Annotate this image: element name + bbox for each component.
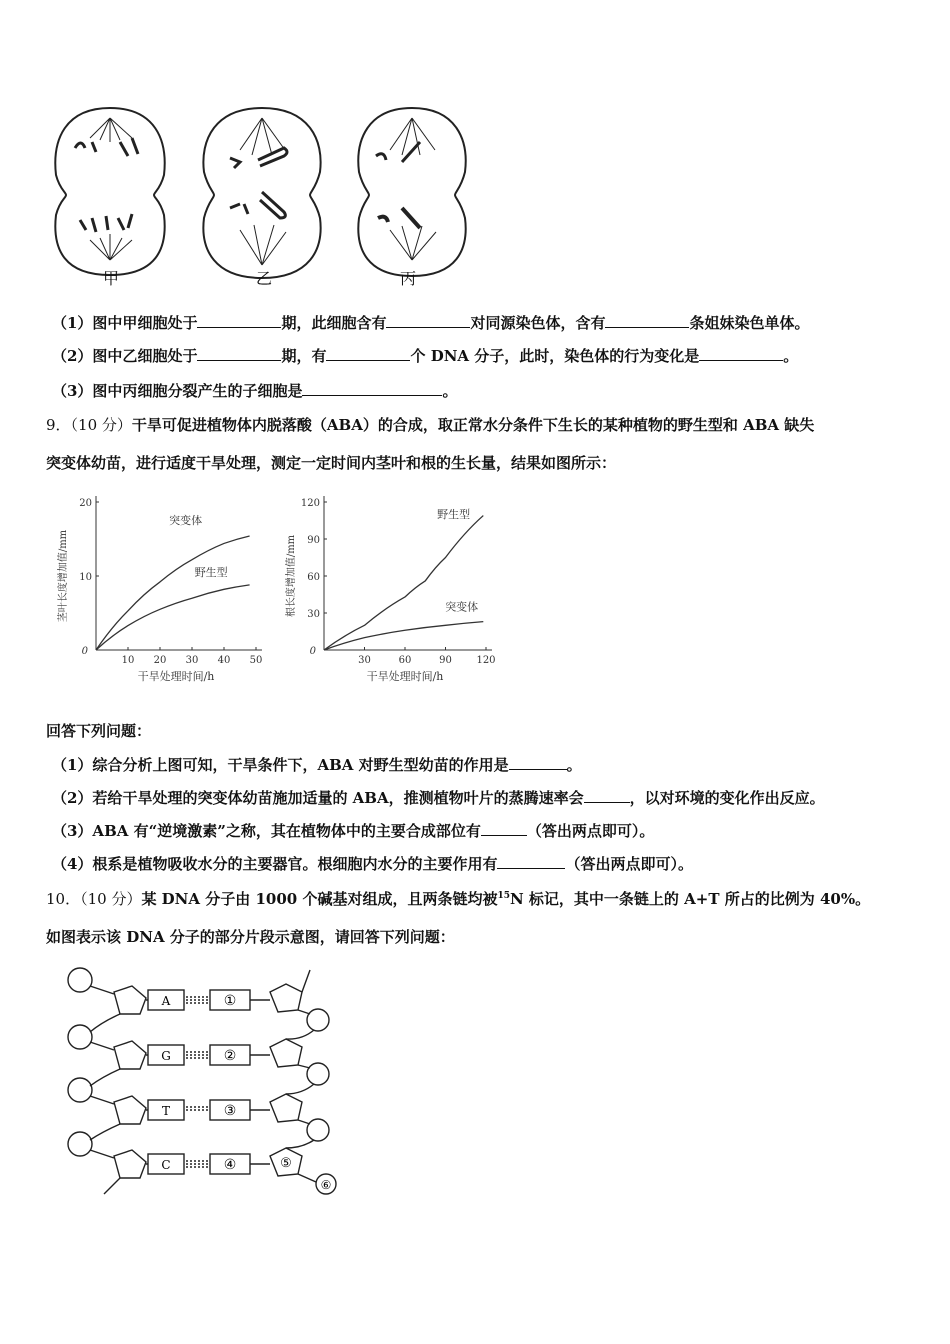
chart1-y-axis-label: 茎叶长度增加值/mm [58, 529, 69, 623]
q8-s1-blank2[interactable] [386, 313, 470, 328]
q10-stem-line2: 如图表示该 DNA 分子的部分片段示意图，请回答下列问题： [46, 928, 455, 946]
sugar-left-3 [114, 1096, 146, 1124]
stem-leaf-growth-chart [48, 488, 268, 688]
sugar-left-2 [114, 1041, 146, 1069]
phosphate-left-1 [68, 968, 92, 992]
base-left-2: G [161, 1049, 171, 1063]
cell-division-figure [40, 100, 480, 290]
root-growth-chart [280, 488, 500, 688]
q9-s4-blank[interactable] [497, 854, 565, 869]
q8-s2-blank1[interactable] [197, 346, 281, 361]
chart2-origin-label: 0 [309, 646, 316, 657]
q8-s2-blank2[interactable] [326, 346, 410, 361]
chart2-series-1-label: 野生型 [437, 508, 471, 522]
q9-sub1: （1）综合分析上图可知，干旱条件下，ABA 对野生型幼苗的作用是 。 [52, 756, 582, 774]
isotope-superscript: 15 [497, 891, 510, 901]
chart1-x-tick-label-0: 10 [121, 655, 135, 666]
q9-points: （10 分） [70, 416, 132, 434]
chart2-y-tick-label-2: 90 [307, 535, 320, 546]
q10-stem-line1: 10．（10 分）某 DNA 分子由 1000 个碱基对组成，且两条链均被$^{15}$N 标记，其中一条链上的 A+T 所占的比例为 40%。 [46, 890, 871, 908]
base-right-2: ② [223, 1048, 237, 1064]
q10-number: 10． [46, 890, 81, 908]
chart2-y-tick-label-0: 30 [307, 609, 320, 620]
chart1-series-2-line [96, 585, 250, 650]
sugar-right-1 [270, 984, 302, 1012]
sugar-right-2 [270, 1039, 302, 1067]
sugar-left-1 [114, 986, 146, 1014]
q8-s1-blank3[interactable] [605, 313, 689, 328]
base-left-1: A [161, 994, 171, 1008]
mark-5: ⑤ [280, 1156, 292, 1171]
chart1-x-tick-label-1: 20 [153, 655, 167, 666]
chart1-series-1-label: 突变体 [169, 514, 203, 528]
q9-s2-blank[interactable] [584, 788, 630, 803]
chart2-x-axis-label: 干旱处理时间/h [366, 670, 444, 683]
q10-points: （10 分） [80, 890, 142, 908]
chart2-x-tick-label-3: 120 [476, 655, 496, 666]
q8-sub1: （1）图中甲细胞处于 期，此细胞含有 对同源染色体，含有 条姐妹染色单体。 [52, 314, 810, 332]
q9-sub3: （3）ABA 有“逆境激素”之称，其在植物体中的主要合成部位有 （答出两点即可）。 [52, 822, 655, 840]
q9-number: 9． [46, 416, 71, 434]
chart2-y-tick-label-1: 60 [307, 572, 320, 583]
cell-bing [358, 108, 465, 276]
dna-fragment-diagram [52, 962, 352, 1202]
base-right-4: ④ [223, 1157, 237, 1173]
cell-label-jia: 甲 [103, 269, 120, 288]
chart1-series-1-line [96, 536, 250, 650]
q9-s3-blank[interactable] [481, 821, 527, 836]
chart1-x-tick-label-2: 30 [185, 655, 199, 666]
q8-s3-blank1[interactable] [302, 381, 442, 396]
chart2-y-axis-label: 根长度增加值/mm [286, 534, 297, 618]
q9-stem-line2: 突变体幼苗，进行适度干旱处理，测定一定时间内茎叶和根的生长量，结果如图所示： [46, 454, 617, 472]
chart1-x-tick-label-4: 50 [249, 655, 263, 666]
chart2-series-2-label: 突变体 [445, 600, 479, 614]
chart1-y-tick-label-0: 10 [79, 572, 92, 583]
chart1-y-tick-label-1: 20 [79, 498, 92, 509]
base-right-1: ① [223, 993, 237, 1009]
chart2-x-tick-label-0: 30 [358, 655, 371, 666]
hydrogen-bonds [186, 997, 210, 1167]
q8-s1-blank1[interactable] [197, 313, 281, 328]
q9-sub4: （4）根系是植物吸收水分的主要器官。根细胞内水分的主要作用有 （答出两点即可）。 [52, 855, 693, 873]
q9-sub2: （2）若给干旱处理的突变体幼苗施加适量的 ABA，推测植物叶片的蒸腾速率会 ，以对环境的变化作出反应。 [52, 789, 825, 807]
chart2-y-tick-label-3: 120 [300, 498, 320, 509]
phosphate-right-3 [307, 1119, 329, 1141]
q8-sub2: （2）图中乙细胞处于 期，有 个 DNA 分子，此时，染色体的行为变化是 。 [52, 347, 799, 365]
q8-sub3: （3）图中丙细胞分裂产生的子细胞是 。 [52, 382, 458, 400]
chart2-x-tick-label-1: 60 [398, 655, 412, 666]
mark-6: ⑥ [320, 1178, 332, 1192]
q9-s1-blank[interactable] [509, 755, 567, 770]
chart2-series-2-line [324, 622, 483, 650]
base-left-3: T [161, 1104, 171, 1118]
sugar-right-3 [270, 1094, 302, 1122]
phosphate-left-3 [68, 1078, 92, 1102]
cell-yi [203, 108, 320, 278]
base-right-3: ③ [223, 1103, 237, 1119]
chart1-x-tick-label-3: 40 [217, 655, 231, 666]
chart1-origin-label: 0 [81, 646, 88, 657]
phosphate-left-2 [68, 1025, 92, 1049]
chart2-x-tick-label-2: 90 [439, 655, 452, 666]
q9-stem-line1: 9．（10 分）干旱可促进植物体内脱落酸（ABA）的合成，取正常水分条件下生长的某种植物的野生型和 ABA 缺失 [46, 416, 815, 434]
cell-jia [55, 108, 164, 275]
phosphate-right-1 [307, 1009, 329, 1031]
chart1-series-2-label: 野生型 [194, 566, 228, 579]
phosphate-left-4 [68, 1132, 92, 1156]
cell-label-yi: 乙 [256, 269, 273, 288]
q9-answer-prompt: 回答下列问题： [46, 722, 152, 740]
sugar-left-4 [114, 1150, 146, 1178]
phosphate-right-2 [307, 1063, 329, 1085]
cell-label-bing: 丙 [400, 269, 417, 288]
q8-s2-blank3[interactable] [699, 346, 783, 361]
chart1-x-axis-label: 干旱处理时间/h [137, 670, 215, 683]
base-left-4: C [161, 1158, 171, 1172]
